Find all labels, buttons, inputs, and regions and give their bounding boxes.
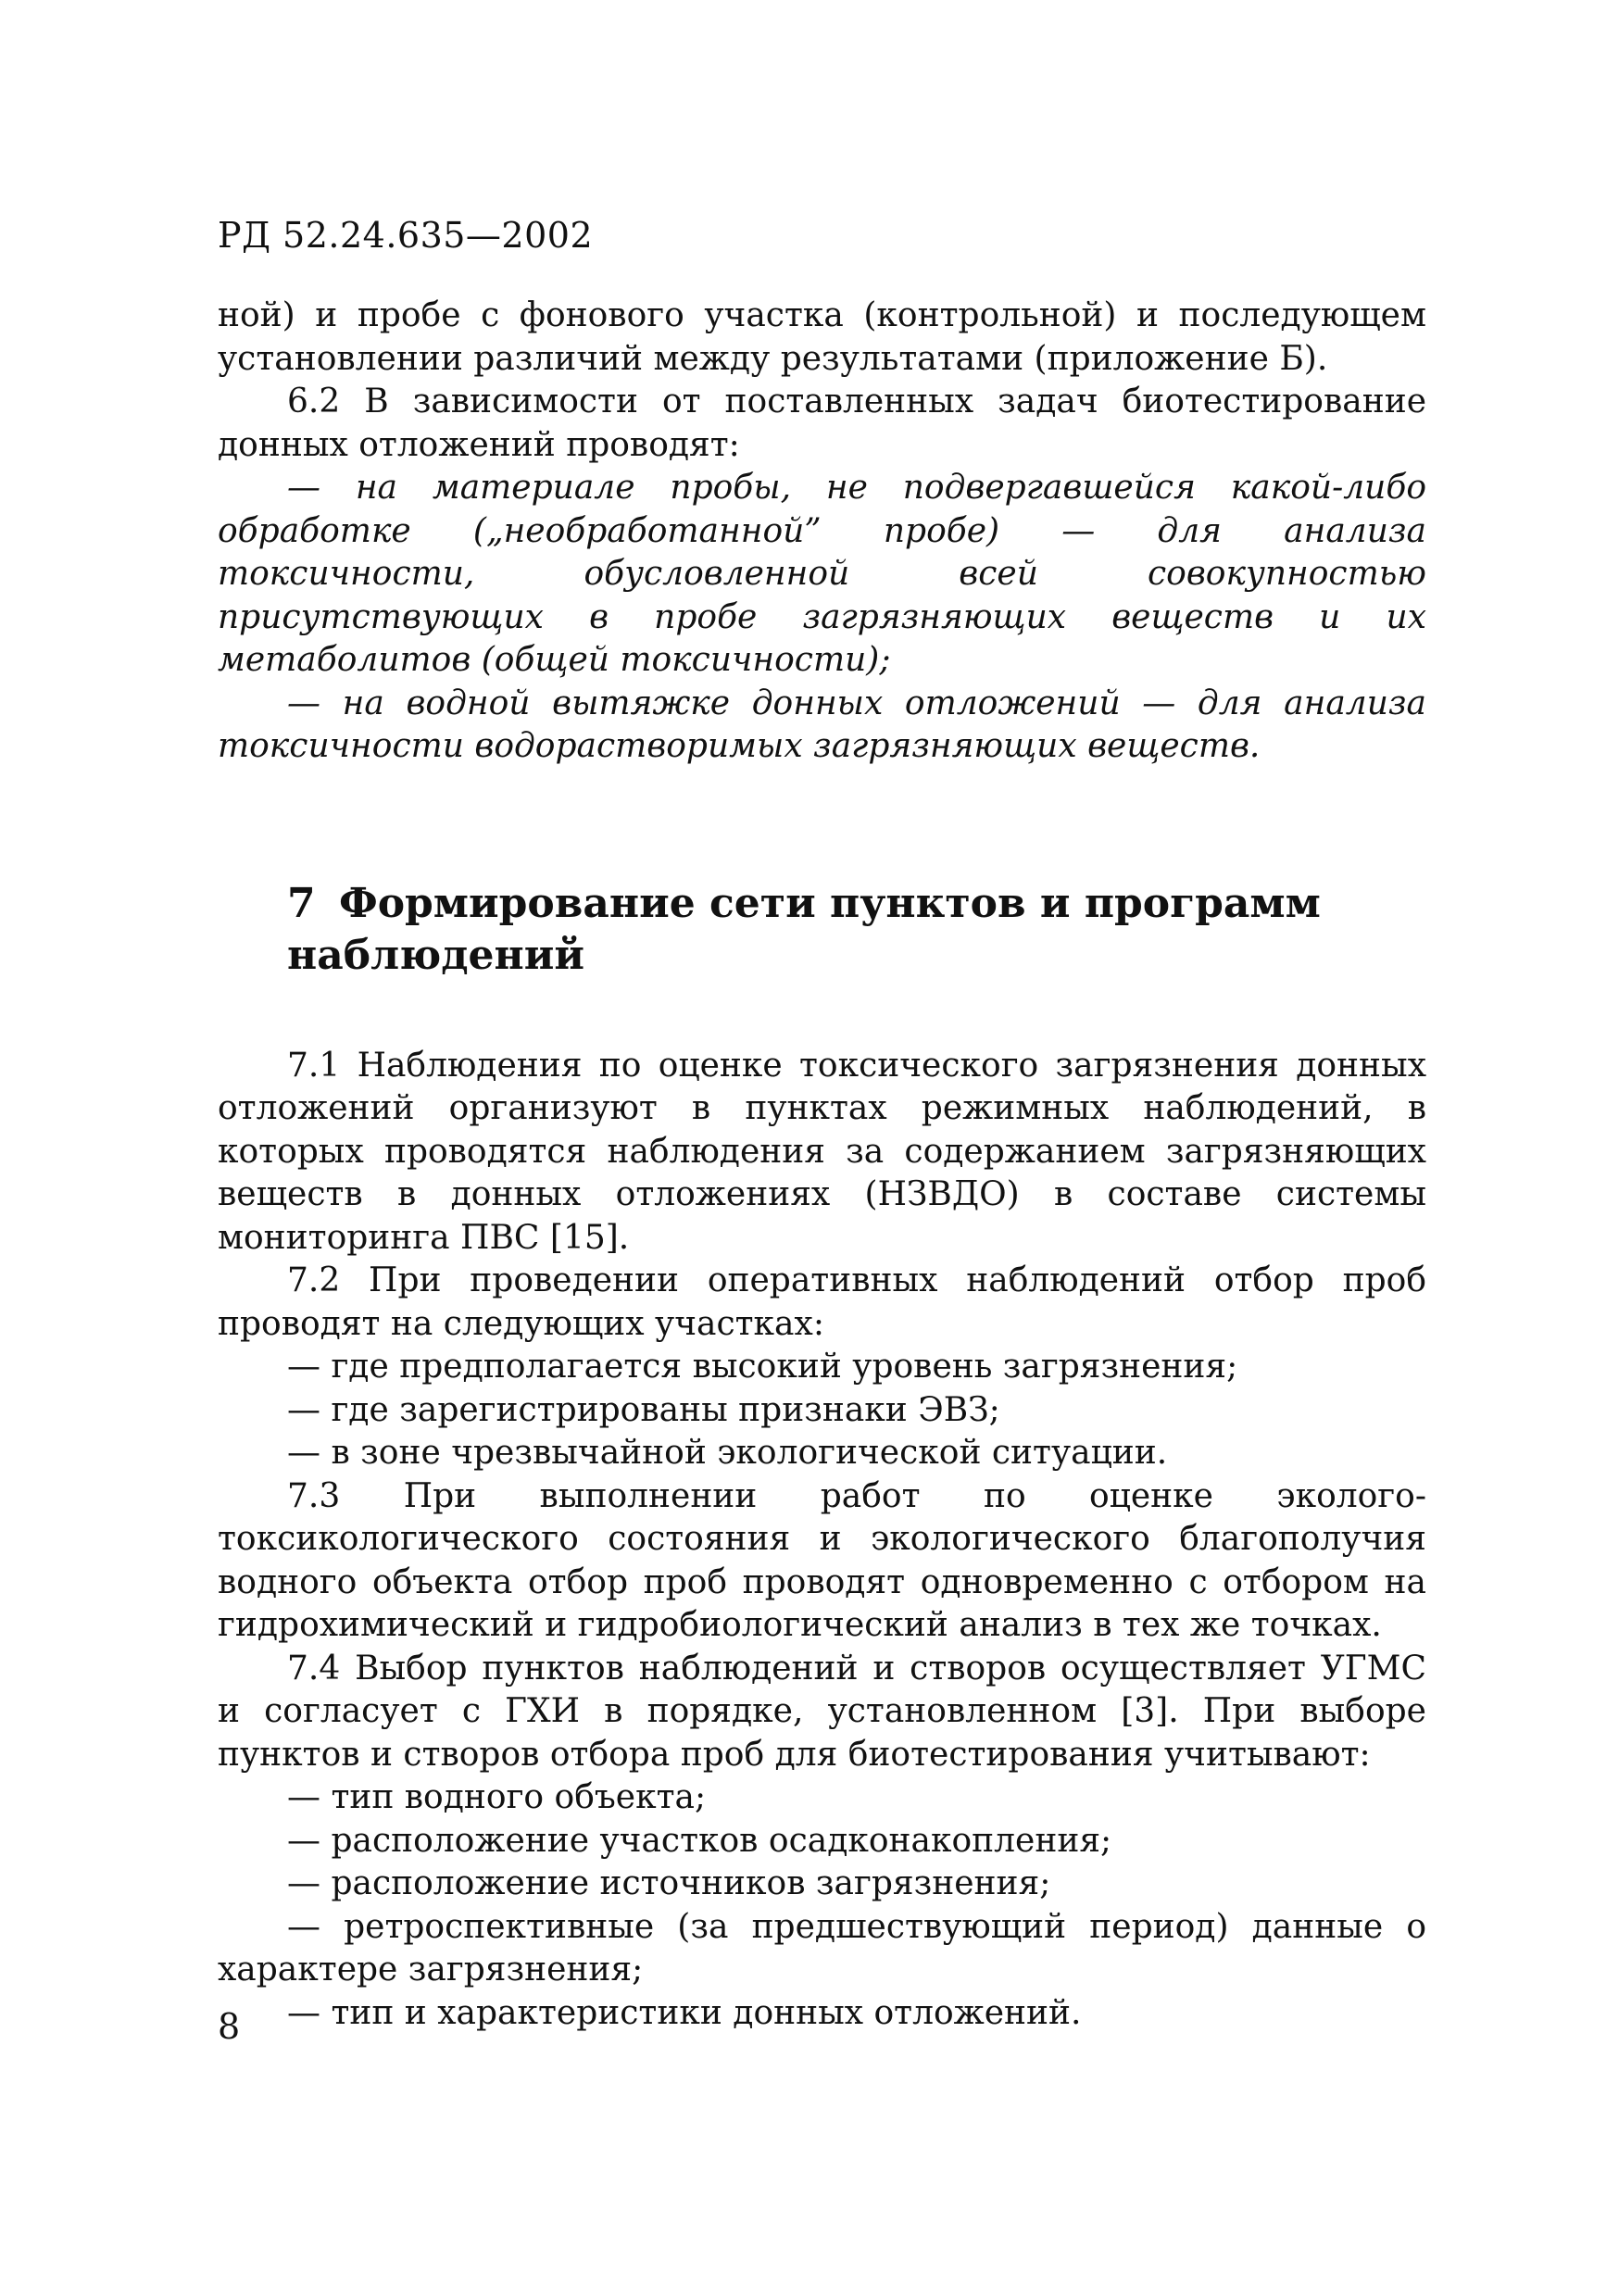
paragraph-7-3: 7.3 При выполнении работ по оценке эколого-токсикологического состояния и экологического благополучия водного объекта отбор проб проводят одновременно с отбором на гидрохимический и гидробиологический анализ в тех же точках. xyxy=(218,1476,1426,1644)
document-body xyxy=(218,295,1426,2035)
list-item-6-2-2: — на водной вытяжке донных отложений — для анализа токсичности водорастворимых загрязняющих веществ. xyxy=(218,684,1426,765)
paragraph-7-2: 7.2 При проведении оперативных наблюдений отбор проб проводят на следующих участках: xyxy=(218,1261,1426,1343)
document-page xyxy=(218,0,1426,2296)
list-item-6-2-1: — на материале пробы, не подвергавшейся какой-либо обработке („необработанной” пробе) — для анализа токсичности, обусловленной всей совокупностью присутствующих в пробе загрязняющих веществ и их метаболитов (общей токсичности); xyxy=(218,469,1426,679)
paragraph-6-2: 6.2 В зависимости от поставленных задач биотестирование донных отложений проводят: xyxy=(218,383,1426,464)
section-7-number: 7 xyxy=(287,879,316,927)
paragraph-7-1: 7.1 Наблюдения по оценке токсического загрязнения донных отложений организуют в пунктах режимных наблюдений, в которых проводятся наблюдения за содержанием загрязняющих веществ в донных отложениях (НЗВДО) в составе системы мониторинга ПВС [15]. xyxy=(218,1046,1426,1257)
list-item-7-2-2: — где зарегистрированы признаки ЭВЗ; xyxy=(287,1390,1000,1429)
list-item-7-2-3: — в зоне чрезвычайной экологической ситуации. xyxy=(287,1434,1168,1472)
paragraph-7-4: 7.4 Выбор пунктов наблюдений и створов осуществляет УГМС и согласует с ГХИ в порядке, установленном [3]. При выборе пунктов и створов отбора проб для биотестирования учитывают: xyxy=(218,1649,1426,1774)
paragraph-continuation: ной) и пробе с фонового участка (контрольной) и последующем установлении различий между результатами (приложение Б). xyxy=(218,296,1426,378)
list-item-7-4-3: — расположение источников загрязнения; xyxy=(287,1864,1051,1902)
list-item-7-4-2: — расположение участков осадконакопления; xyxy=(287,1821,1112,1860)
list-item-7-4-1: — тип водного объекта; xyxy=(287,1778,707,1816)
section-7-heading xyxy=(218,878,1426,982)
section-7-title: Формирование сети пунктов и программ наблюдений xyxy=(287,879,1321,979)
list-item-7-4-4: — ретроспективные (за предшествующий период) данные о характере загрязнения; xyxy=(218,1907,1426,1989)
list-item-7-4-5: — тип и характеристики донных отложений. xyxy=(287,1993,1082,2032)
document-code-header: РД 52.24.635—2002 xyxy=(218,215,594,256)
list-item-7-2-1: — где предполагается высокий уровень загрязнения; xyxy=(287,1348,1238,1386)
page-number: 8 xyxy=(218,2006,241,2047)
